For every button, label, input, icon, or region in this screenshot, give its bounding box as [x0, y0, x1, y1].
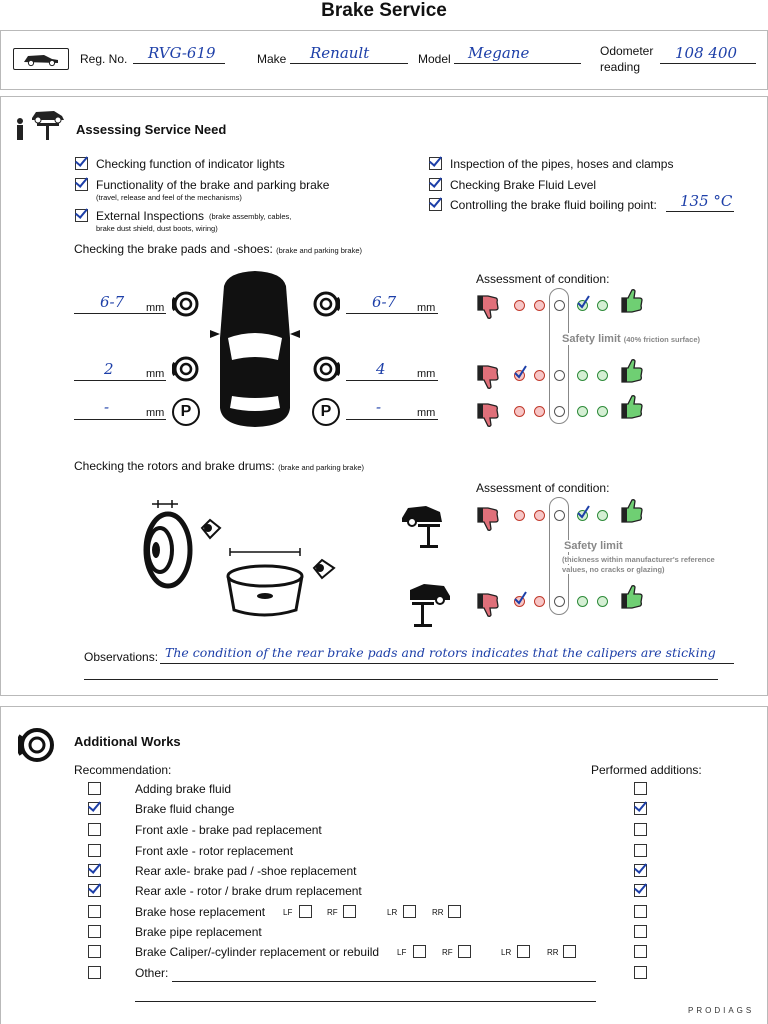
make-value: Renault: [310, 44, 370, 62]
rating-dot[interactable]: [597, 510, 608, 521]
work-item-label: Brake Caliper/-cylinder replacement or rebuild: [135, 945, 380, 959]
performed-checkbox[interactable]: [634, 966, 647, 984]
unit-mm: mm: [417, 368, 436, 380]
performed-checkbox[interactable]: [634, 844, 647, 862]
odometer-value: 108 400: [675, 44, 738, 62]
rating-dot[interactable]: [534, 300, 545, 311]
thumbs-down-icon: [476, 364, 500, 395]
car-top-view-icon: [206, 268, 304, 430]
drum-measure-icon: [222, 546, 342, 620]
performed-label: Performed additions:: [591, 763, 702, 777]
thumbs-up-icon: [620, 584, 644, 615]
unit-mm: mm: [417, 407, 436, 419]
work-item-label: Adding brake fluid: [135, 782, 232, 796]
pad-rear-left-value: 2: [104, 360, 114, 378]
wheel-checkbox-lr[interactable]: [517, 945, 530, 963]
make-label: Make: [257, 52, 287, 66]
check-brake-functionality[interactable]: [75, 178, 88, 196]
rating-dot[interactable]: [554, 370, 565, 381]
rotors-heading: Checking the rotors and brake drums: (brake and parking brake): [74, 459, 364, 473]
unit-mm: mm: [146, 407, 165, 419]
rotors-safety-limit: Safety limit: [564, 540, 623, 552]
brand-logo: PRODIAGS: [688, 1006, 755, 1015]
work-item-label: Front axle - rotor replacement: [135, 844, 294, 858]
car-plate-icon: [13, 48, 69, 70]
check-fluid-level-label: Checking Brake Fluid Level: [450, 178, 597, 192]
rating-dot[interactable]: [534, 596, 545, 607]
recommend-checkbox[interactable]: [88, 925, 101, 943]
thumbs-down-icon: [476, 592, 500, 623]
performed-checkbox[interactable]: [634, 782, 647, 800]
pad-rear-right-value: 4: [376, 360, 386, 378]
recommend-checkbox[interactable]: [88, 905, 101, 923]
wheel-label-rr: RR: [547, 948, 559, 957]
rotor-measure-icon: [138, 498, 230, 598]
wheel-checkbox-rf[interactable]: [343, 905, 356, 923]
assessment-heading: Assessing Service Need: [76, 122, 227, 137]
performed-checkbox[interactable]: [634, 823, 647, 841]
performed-checkbox[interactable]: [634, 864, 647, 882]
wheel-label-rr: RR: [432, 908, 444, 917]
work-item-label: Brake hose replacement: [135, 905, 266, 919]
wheel-checkbox-rr[interactable]: [563, 945, 576, 963]
brake-disc-icon: [172, 355, 200, 383]
wheel-checkbox-lf[interactable]: [299, 905, 312, 923]
check-external-inspections[interactable]: [75, 209, 88, 227]
rating-dot[interactable]: [514, 510, 525, 521]
mechanic-lift-icon: [14, 108, 68, 149]
pad-front-left-value: 6-7: [100, 293, 125, 311]
wheel-label-lf: LF: [397, 948, 407, 957]
recommend-checkbox[interactable]: [88, 864, 101, 882]
wheel-checkbox-rf[interactable]: [458, 945, 471, 963]
work-item-label: Brake fluid change: [135, 802, 235, 816]
rating-dot[interactable]: [534, 510, 545, 521]
rating-dot[interactable]: [597, 300, 608, 311]
additional-heading: Additional Works: [74, 734, 181, 749]
parking-brake-icon: P: [172, 398, 200, 426]
rating-dot[interactable]: [597, 370, 608, 381]
car-front-lift-icon: [398, 496, 446, 548]
check-mark-icon: [512, 590, 528, 606]
performed-checkbox[interactable]: [634, 925, 647, 943]
check-pipes-hoses[interactable]: [429, 157, 442, 175]
work-item-label: Other:: [135, 966, 169, 980]
pad-park-right-value: -: [376, 398, 382, 416]
rating-dot[interactable]: [577, 406, 588, 417]
thumbs-up-icon: [620, 498, 644, 529]
rating-dot[interactable]: [597, 406, 608, 417]
check-mark-icon: [512, 364, 528, 380]
rating-dot[interactable]: [597, 596, 608, 607]
check-brake-functionality-note: (travel, release and feel of the mechanisms): [96, 193, 242, 202]
pad-front-right-value: 6-7: [372, 293, 397, 311]
car-rear-lift-icon: [406, 574, 454, 628]
check-external-inspections-note: brake dust shield, dust boots, wiring): [96, 224, 218, 233]
wheel-label-lr: LR: [387, 908, 398, 917]
pads-heading: Checking the brake pads and -shoes: (brake and parking brake): [74, 242, 363, 256]
parking-brake-icon: P: [312, 398, 340, 426]
work-item-label: Front axle - brake pad replacement: [135, 823, 322, 837]
observations-value: The condition of the rear brake pads and rotors indicates that the calipers are sticking: [165, 645, 716, 660]
check-external-inspections-note-inline: (brake assembly, cables,: [209, 212, 292, 221]
work-item-label: Brake pipe replacement: [135, 925, 262, 939]
rating-dot[interactable]: [554, 510, 565, 521]
page-title: Brake Service: [321, 0, 447, 21]
thumbs-up-icon: [620, 288, 644, 319]
check-boiling-point-label: Controlling the brake fluid boiling point:: [450, 198, 657, 212]
rating-dot[interactable]: [577, 370, 588, 381]
rating-dot[interactable]: [514, 406, 525, 417]
recommend-checkbox[interactable]: [88, 844, 101, 862]
brake-disc-icon: [18, 726, 56, 764]
thumbs-down-icon: [476, 294, 500, 325]
wheel-checkbox-lf[interactable]: [413, 945, 426, 963]
boiling-point-value: 135 °C: [680, 192, 733, 210]
pads-condition-label: Assessment of condition:: [476, 272, 610, 286]
check-mark-icon: [575, 294, 591, 310]
recommend-checkbox[interactable]: [88, 966, 101, 984]
rating-dot[interactable]: [554, 406, 565, 417]
check-pipes-hoses-label: Inspection of the pipes, hoses and clamps: [450, 157, 674, 171]
recommend-checkbox[interactable]: [88, 823, 101, 841]
check-boiling-point[interactable]: [429, 198, 442, 216]
model-value: Megane: [468, 44, 530, 62]
check-external-inspections-label: External Inspections: [96, 209, 205, 223]
unit-mm: mm: [146, 302, 165, 314]
check-mark-icon: [575, 504, 591, 520]
thumbs-down-icon: [476, 402, 500, 433]
brake-disc-icon: [312, 290, 340, 318]
wheel-checkbox-rr[interactable]: [448, 905, 461, 923]
observations-field-line-2[interactable]: [84, 666, 718, 680]
recommend-checkbox[interactable]: [88, 802, 101, 820]
thumbs-up-icon: [620, 358, 644, 389]
wheel-checkbox-lr[interactable]: [403, 905, 416, 923]
reg-label: Reg. No.: [80, 52, 128, 66]
reg-value: RVG-619: [148, 44, 216, 62]
wheel-label-lr: LR: [501, 948, 512, 957]
performed-checkbox[interactable]: [634, 884, 647, 902]
work-item-label: Rear axle- brake pad / -shoe replacement: [135, 864, 357, 878]
unit-mm: mm: [146, 368, 165, 380]
rotors-safety-note-1: (thickness within manufacturer's reference: [562, 555, 715, 564]
other-field[interactable]: [172, 968, 596, 982]
thumbs-up-icon: [620, 394, 644, 425]
wheel-label-rf: RF: [442, 948, 453, 957]
check-indicator-lights-label: Checking function of indicator lights: [96, 157, 285, 171]
recommend-checkbox[interactable]: [88, 884, 101, 902]
rating-dot[interactable]: [534, 406, 545, 417]
performed-checkbox[interactable]: [634, 905, 647, 923]
check-fluid-level[interactable]: [429, 178, 442, 196]
odometer-label-2: reading: [600, 60, 641, 74]
thumbs-down-icon: [476, 506, 500, 537]
recommend-checkbox[interactable]: [88, 945, 101, 963]
rotors-condition-label: Assessment of condition:: [476, 481, 610, 495]
brake-disc-icon: [172, 290, 200, 318]
other-field-line-2[interactable]: [135, 988, 596, 1002]
rating-dot[interactable]: [514, 300, 525, 311]
rotors-safety-note-2: values, no cracks or glazing): [562, 565, 665, 574]
pad-park-left-value: -: [104, 398, 110, 416]
observations-label: Observations:: [84, 650, 159, 664]
rating-dot[interactable]: [577, 596, 588, 607]
rating-dot[interactable]: [534, 370, 545, 381]
recommendation-label: Recommendation:: [74, 763, 172, 777]
wheel-label-lf: LF: [283, 908, 293, 917]
unit-mm: mm: [417, 302, 436, 314]
performed-checkbox[interactable]: [634, 945, 647, 963]
model-label: Model: [418, 52, 451, 66]
recommend-checkbox[interactable]: [88, 782, 101, 800]
check-brake-functionality-label: Functionality of the brake and parking brake: [96, 178, 330, 192]
brake-disc-icon: [312, 355, 340, 383]
work-item-label: Rear axle - rotor / brake drum replacement: [135, 884, 362, 898]
rating-dot[interactable]: [554, 300, 565, 311]
odometer-label: Odometer: [600, 44, 654, 58]
wheel-label-rf: RF: [327, 908, 338, 917]
pads-safety-limit: Safety limit (40% friction surface): [562, 333, 701, 345]
check-indicator-lights[interactable]: [75, 157, 88, 175]
rating-dot[interactable]: [554, 596, 565, 607]
performed-checkbox[interactable]: [634, 802, 647, 820]
